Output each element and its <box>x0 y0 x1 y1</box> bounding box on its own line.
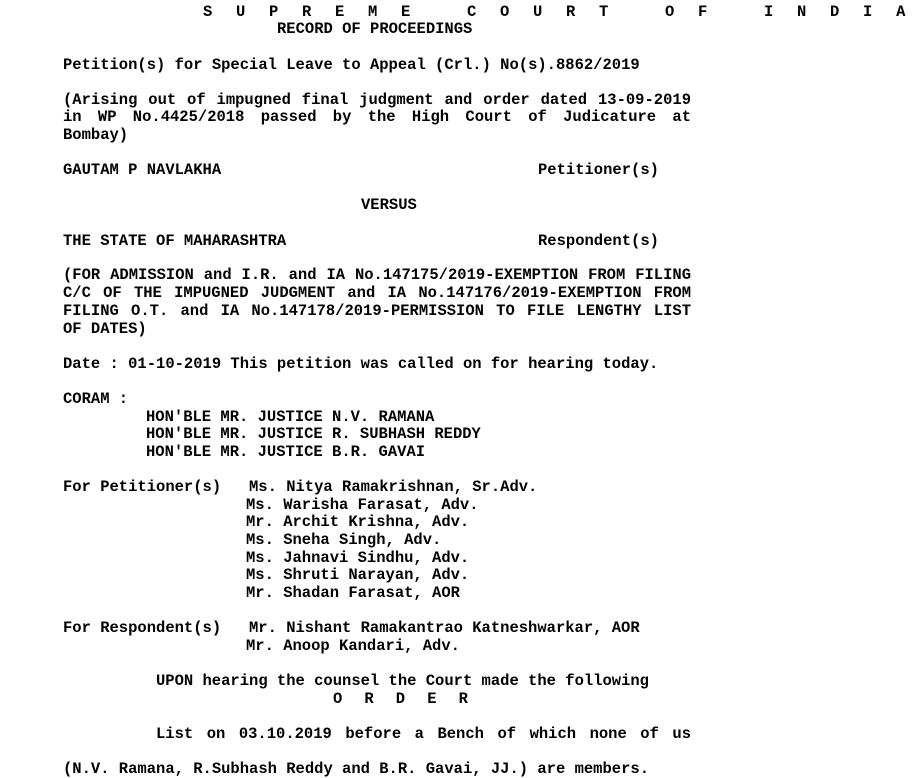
hearing-date-line: Date : 01-10-2019 This petition was called on for hearing today. <box>63 355 659 373</box>
petitioner-counsel-label: For Petitioner(s) <box>63 478 222 496</box>
versus-label: VERSUS <box>361 196 417 214</box>
applications-line-3: FILING O.T. and IA No.147178/2019-PERMISSION TO FILE LENGTHY LIST <box>63 302 691 320</box>
petitioner-counsel: Mr. Archit Krishna, Adv. <box>246 513 470 531</box>
order-heading: O R D E R <box>333 690 475 708</box>
coram-judge: HON'BLE MR. JUSTICE N.V. RAMANA <box>146 408 435 426</box>
applications-line-2: C/C OF THE IMPUGNED JUDGMENT and IA No.147176/2019-EXEMPTION FROM <box>63 284 691 302</box>
coram-judge: HON'BLE MR. JUSTICE R. SUBHASH REDDY <box>146 425 481 443</box>
order-text-line-2: (N.V. Ramana, R.Subhash Reddy and B.R. Gavai, JJ.) are members. <box>63 760 649 778</box>
petitioner-counsel: Ms. Jahnavi Sindhu, Adv. <box>246 549 470 567</box>
upon-hearing-line: UPON hearing the counsel the Court made the following <box>156 672 649 690</box>
applications-line-1: (FOR ADMISSION and I.R. and IA No.147175/2019-EXEMPTION FROM FILING <box>63 266 691 284</box>
arising-line-2: in WP No.4425/2018 passed by the High Court of Judicature at <box>63 108 691 126</box>
petitioner-counsel: Ms. Warisha Farasat, Adv. <box>246 496 479 514</box>
petitioner-role: Petitioner(s) <box>538 161 659 179</box>
record-of-proceedings-heading: RECORD OF PROCEEDINGS <box>277 20 473 38</box>
petition-number: Petition(s) for Special Leave to Appeal (Crl.) No(s).8862/2019 <box>63 56 640 74</box>
respondent-counsel: Mr. Nishant Ramakantrao Katneshwarkar, AOR <box>249 619 640 637</box>
court-name-heading: S U P R E M E C O U R T O F I N D I A <box>203 3 913 21</box>
order-text-line-1: List on 03.10.2019 before a Bench of which none of us <box>156 725 691 743</box>
arising-line-1: (Arising out of impugned final judgment and order dated 13-09-2019 <box>63 91 691 109</box>
petitioner-counsel: Ms. Shruti Narayan, Adv. <box>246 566 470 584</box>
applications-line-4: OF DATES) <box>63 320 147 338</box>
respondent-counsel: Mr. Anoop Kandari, Adv. <box>246 637 460 655</box>
respondent-counsel-label: For Respondent(s) <box>63 619 222 637</box>
respondent-role: Respondent(s) <box>538 232 659 250</box>
respondent-name: THE STATE OF MAHARASHTRA <box>63 232 287 250</box>
petitioner-counsel: Mr. Shadan Farasat, AOR <box>246 584 460 602</box>
arising-line-3: Bombay) <box>63 126 129 144</box>
petitioner-counsel: Ms. Sneha Singh, Adv. <box>246 531 442 549</box>
petitioner-name: GAUTAM P NAVLAKHA <box>63 161 222 179</box>
petitioner-counsel: Ms. Nitya Ramakrishnan, Sr.Adv. <box>249 478 538 496</box>
coram-label: CORAM : <box>63 390 129 408</box>
coram-judge: HON'BLE MR. JUSTICE B.R. GAVAI <box>146 443 426 461</box>
